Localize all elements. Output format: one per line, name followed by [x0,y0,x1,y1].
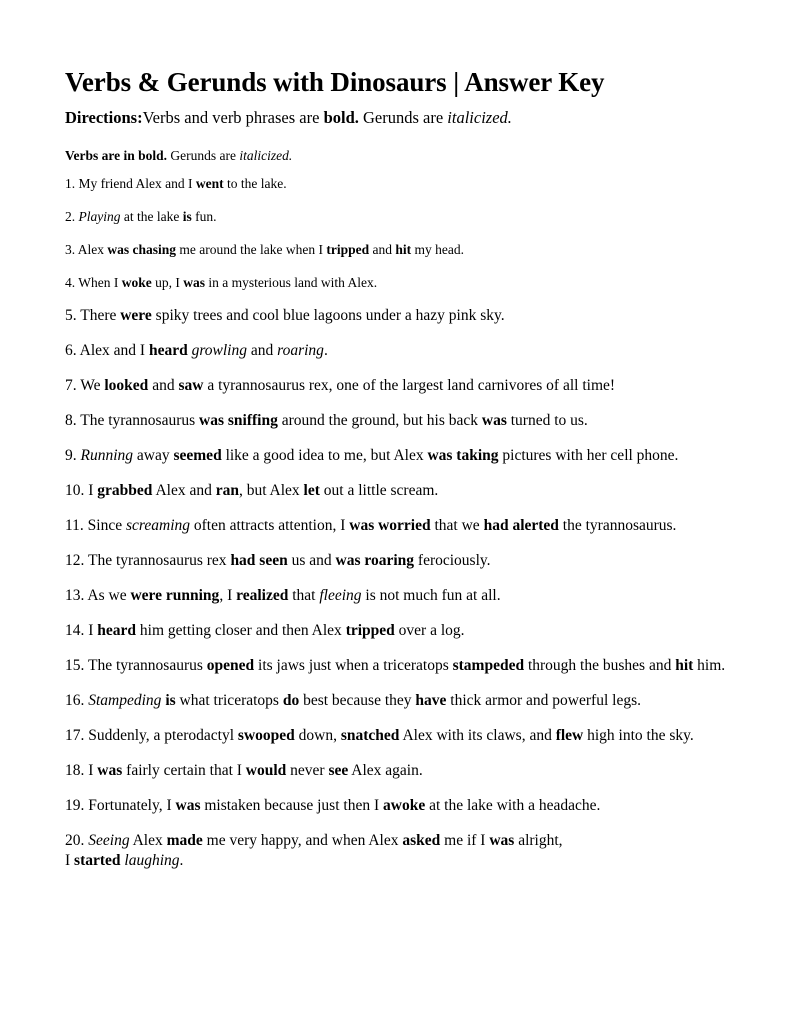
answer-list [65,174,745,871]
plain-text: 6. Alex and I [65,342,149,359]
bold-verb: made [166,832,203,849]
page-title: Verbs & Gerunds with Dinosaurs | Answer Key [65,67,605,97]
plain-text: what triceratops [175,692,283,709]
bold-verb: was [481,412,507,429]
plain-text: fun. [191,209,217,224]
plain-text: like a good idea to me, but Alex [221,447,428,464]
bold-verb: would [245,762,287,779]
plain-text: 15. The tyrannosaurus [65,657,207,674]
plain-text: me around the lake when I [176,242,327,257]
bold-verb: started [74,852,121,869]
bold-verb: looked [104,377,149,394]
plain-text: 17. Suddenly, a pterodactyl [65,727,238,744]
bold-verb: was [489,832,515,849]
bold-verb: snatched [340,727,400,744]
answer-item [65,656,745,676]
plain-text: at the lake with a headache. [425,797,601,814]
italic-gerund: growling [191,342,247,359]
bold-verb: Verbs are in bold. [65,148,168,163]
bold-verb: tripped [326,242,370,257]
plain-text: Alex and [152,482,216,499]
plain-text: 4. When I [65,275,122,290]
plain-text: over a log. [394,622,465,639]
plain-text: turned to us. [506,412,588,429]
plain-text: 1. My friend Alex and I [65,176,196,191]
bold-verb: were running [130,587,220,604]
plain-text: a tyrannosaurus rex, one of the largest land carnivores of all time! [203,377,616,394]
answer-item [65,376,745,396]
plain-text: him getting closer and then Alex [136,622,346,639]
italic-gerund: laughing [124,852,180,869]
bold-verb: was worried [349,517,431,534]
bold-verb: stampeded [452,657,525,674]
plain-text: through the bushes and [524,657,676,674]
plain-text: I [65,852,75,869]
bold-verb: grabbed [97,482,153,499]
plain-text: . [323,342,328,359]
answer-item [65,796,745,816]
bold-verb: was sniffing [199,412,278,429]
plain-text: around the ground, but his back [277,412,482,429]
answer-item [65,446,745,466]
plain-text: Verbs and verb phrases are [142,108,324,127]
answer-item [65,586,745,606]
plain-text: that [288,587,320,604]
answer-item [65,207,745,227]
italic-gerund: italicized. [447,108,512,127]
plain-text: up, I [151,275,184,290]
italic-gerund: Stampeding [88,692,162,709]
plain-text: 3. Alex [65,242,108,257]
bold-verb: heard [148,342,188,359]
plain-text: to the lake. [223,176,287,191]
plain-text: mistaken because just then I [200,797,383,814]
plain-text: 16. [65,692,89,709]
plain-text: 2. [65,209,79,224]
bold-verb: asked [402,832,441,849]
answer-item [65,411,745,431]
bold-verb: opened [206,657,255,674]
plain-text: spiky trees and cool blue lagoons under a hazy pink sky. [151,307,505,324]
bold-verb: heard [97,622,137,639]
plain-text: often attracts attention, I [190,517,350,534]
bold-verb: awoke [383,797,426,814]
plain-text: 18. I [65,762,98,779]
plain-text: . [179,852,184,869]
plain-text: Alex again. [348,762,423,779]
bold-verb: hit [395,242,412,257]
plain-text: 10. I [65,482,98,499]
bold-verb: was [175,797,201,814]
italic-gerund: Running [80,447,134,464]
answer-item [65,481,745,501]
plain-text: , but Alex [238,482,304,499]
bold-verb: ran [215,482,239,499]
plain-text: 19. Fortunately, I [65,797,176,814]
plain-text: 7. We [65,377,105,394]
plain-text: and [369,242,396,257]
plain-text: 13. As we [65,587,131,604]
plain-text: 9. [65,447,81,464]
directions-line [65,106,745,130]
plain-text: 8. The tyrannosaurus [65,412,200,429]
plain-text: 5. There [65,307,121,324]
bold-verb: do [282,692,300,709]
plain-text: fairly certain that I [122,762,246,779]
worksheet-page [65,62,745,886]
bold-verb: was taking [427,447,499,464]
plain-text: down, [294,727,341,744]
plain-text: Alex [129,832,167,849]
plain-text: , I [219,587,237,604]
bold-verb: bold. [323,108,359,127]
bold-verb: seemed [173,447,222,464]
bold-verb: woke [121,275,152,290]
answer-item [65,551,745,571]
bold-verb: hit [675,657,694,674]
bold-verb: had alerted [483,517,559,534]
plain-text: Alex with its claws, and [399,727,556,744]
plain-text: is not much fun at all. [361,587,501,604]
plain-text: me very happy, and when Alex [202,832,403,849]
bold-verb: flew [555,727,584,744]
bold-verb: swooped [237,727,295,744]
plain-text: away [133,447,174,464]
answer-item [65,761,745,781]
bold-verb: went [195,176,224,191]
bold-verb: saw [178,377,204,394]
plain-text: ferociously. [414,552,491,569]
answer-item [65,273,745,293]
bold-verb: had seen [230,552,288,569]
plain-text: its jaws just when a triceratops [254,657,453,674]
plain-text: us and [287,552,336,569]
plain-text: pictures with her cell phone. [498,447,679,464]
answer-item [65,306,745,326]
italic-gerund: italicized. [239,148,293,163]
italic-gerund: fleeing [319,587,362,604]
answer-item [65,831,745,871]
italic-gerund: roaring [277,342,324,359]
plain-text: me if I [440,832,490,849]
bold-verb: is [165,692,176,709]
bold-verb: see [328,762,349,779]
answer-key-note [65,146,745,166]
answer-item [65,726,745,746]
plain-text: Gerunds are [167,148,240,163]
plain-text: at the lake [120,209,183,224]
answer-item [65,240,745,260]
bold-verb: have [415,692,447,709]
answer-item [65,174,745,194]
plain-text: 20. [65,832,89,849]
bold-verb: tripped [345,622,395,639]
plain-text: and [148,377,179,394]
bold-verb: were [120,307,152,324]
plain-text: my head. [411,242,464,257]
plain-text: 11. Since [65,517,126,534]
plain-text: Gerunds are [358,108,448,127]
bold-verb: was [97,762,123,779]
plain-text: 14. I [65,622,98,639]
plain-text: never [286,762,329,779]
bold-verb: is [182,209,192,224]
plain-text: and [247,342,278,359]
bold-verb: realized [236,587,289,604]
bold-verb: was [183,275,206,290]
plain-text: thick armor and powerful legs. [446,692,641,709]
italic-gerund: Playing [78,209,121,224]
plain-text: 12. The tyrannosaurus rex [65,552,231,569]
plain-text: in a mysterious land with Alex. [205,275,378,290]
answer-item [65,341,745,361]
italic-gerund: Seeing [88,832,130,849]
plain-text: out a little scream. [319,482,439,499]
plain-text: him. [693,657,726,674]
answer-item [65,516,745,536]
plain-text: the tyrannosaurus. [558,517,677,534]
answer-item [65,691,745,711]
bold-verb: was chasing [107,242,177,257]
plain-text: best because they [299,692,416,709]
answer-item [65,621,745,641]
italic-gerund: screaming [126,517,190,534]
bold-verb: let [303,482,320,499]
plain-text: alright, [514,832,563,849]
bold-verb: was roaring [335,552,415,569]
bold-verb: Directions: [65,108,143,127]
plain-text: high into the sky. [583,727,694,744]
plain-text: that we [430,517,484,534]
